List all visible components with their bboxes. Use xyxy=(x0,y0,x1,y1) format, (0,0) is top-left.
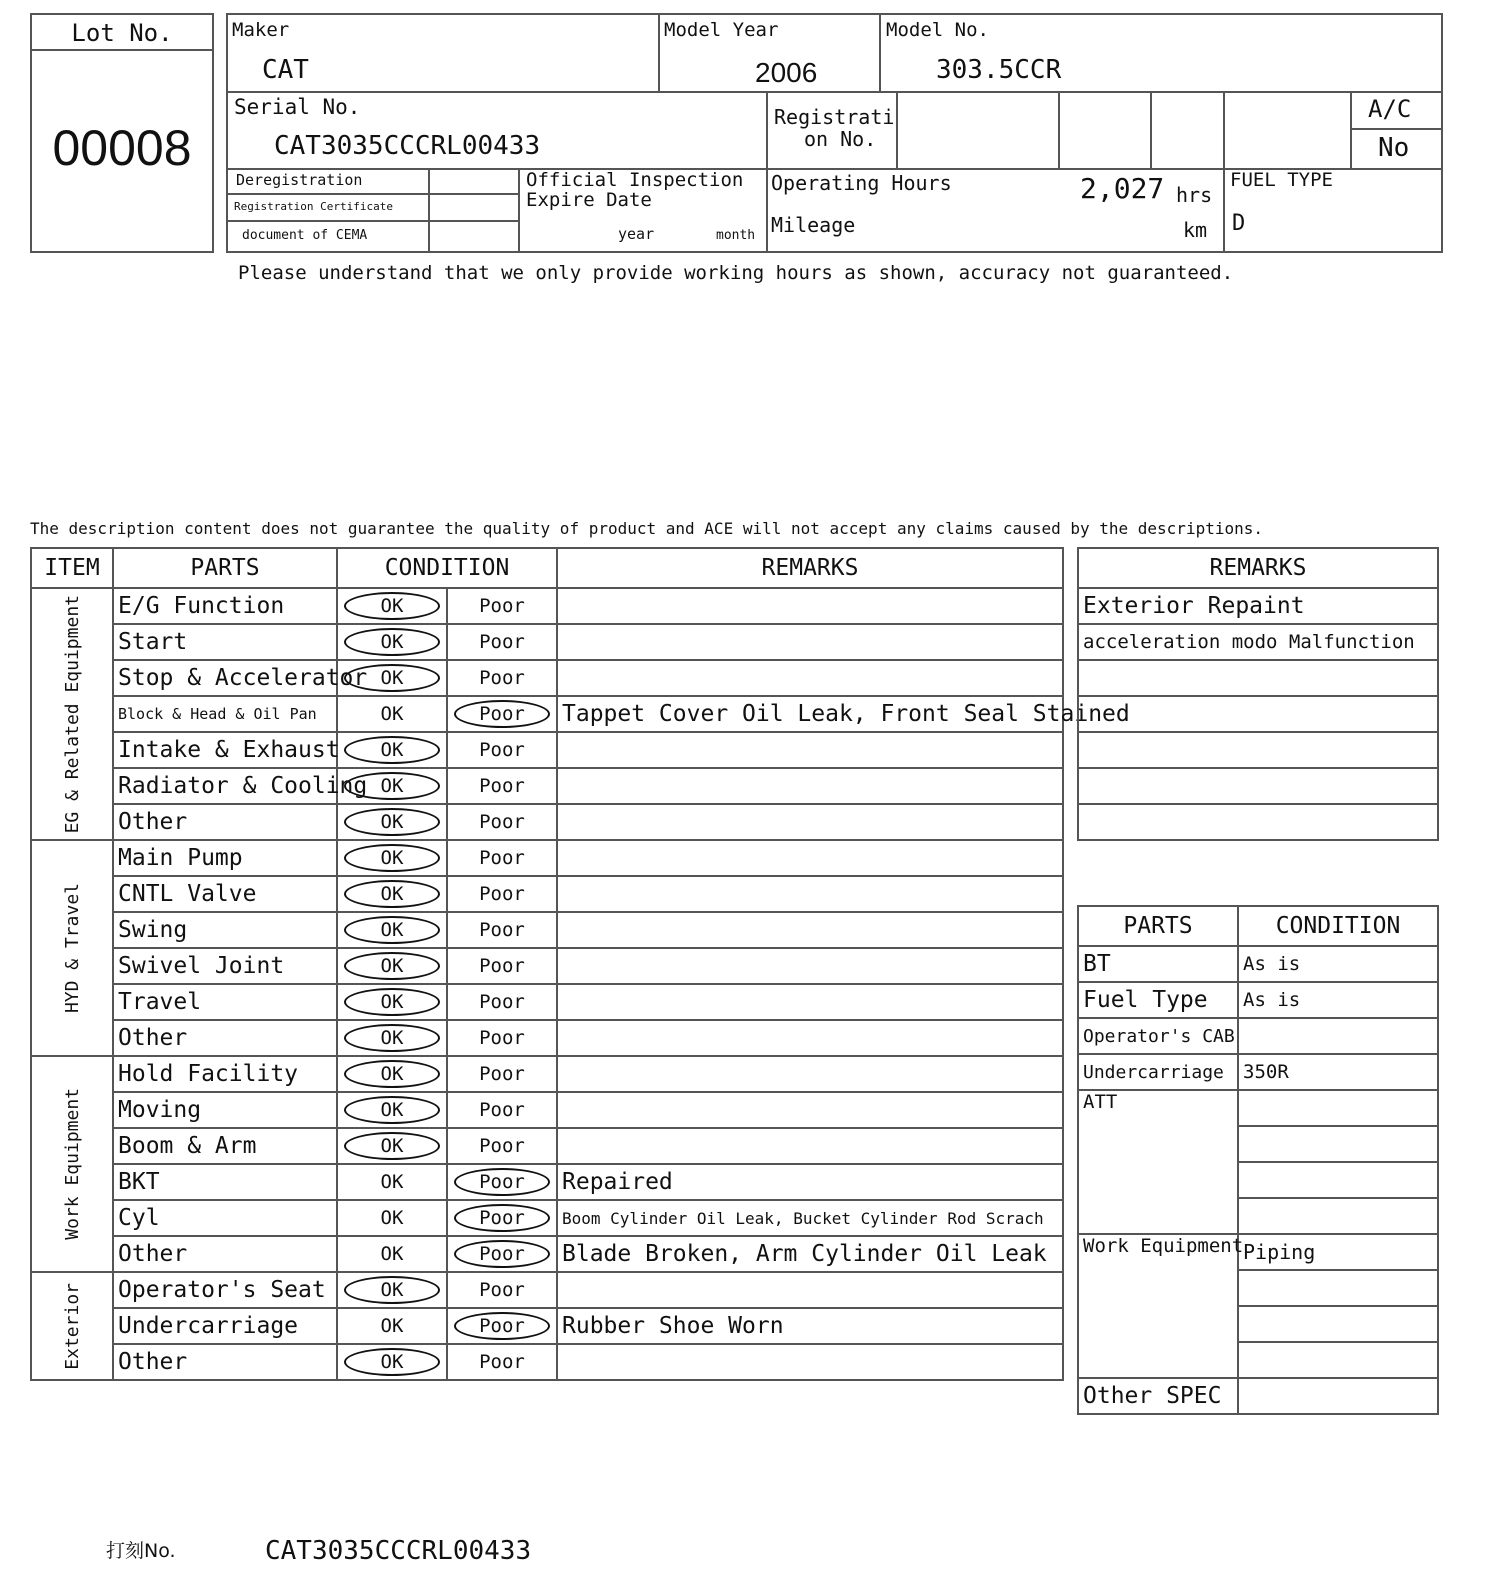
condition-ok[interactable] xyxy=(337,624,447,660)
registration-label-1: Registrati xyxy=(774,105,895,129)
remark-cell: Blade Broken, Arm Cylinder Oil Leak xyxy=(557,1236,1063,1272)
selected-circle-icon xyxy=(344,1276,440,1304)
condition-ok[interactable] xyxy=(337,948,447,984)
operating-hours-label: Operating Hours xyxy=(771,171,952,195)
year-label: year xyxy=(618,225,655,243)
item-group-3 xyxy=(31,1272,113,1380)
selected-circle-icon xyxy=(454,1204,550,1232)
condition-label: OK xyxy=(380,1027,404,1049)
model-year-value: 2006 xyxy=(755,57,818,88)
parts-col-condition: CONDITION xyxy=(1238,906,1438,946)
inspection-label-1: Official Inspection xyxy=(526,169,744,191)
condition-label: Poor xyxy=(479,1063,525,1085)
condition-ok[interactable] xyxy=(337,1344,447,1380)
vehicle-info-block xyxy=(226,13,1443,253)
part-name: Boom & Arm xyxy=(113,1128,337,1164)
remark-cell xyxy=(557,624,1063,660)
col-parts: PARTS xyxy=(113,548,337,588)
maker-value: CAT xyxy=(262,55,309,85)
selected-circle-icon xyxy=(454,1168,550,1196)
registration-label-2: on No. xyxy=(804,127,877,151)
lot-label: Lot No. xyxy=(71,19,173,47)
other-spec-label: Other SPEC xyxy=(1078,1378,1238,1414)
part-name: Radiator & Cooling xyxy=(113,768,337,804)
col-item: ITEM xyxy=(31,548,113,588)
att-value xyxy=(1238,1090,1438,1126)
condition-ok[interactable] xyxy=(337,1020,447,1056)
parts-condition-value: As is xyxy=(1238,946,1438,982)
remark-cell xyxy=(557,732,1063,768)
col-condition: CONDITION xyxy=(337,548,557,588)
condition-label: Poor xyxy=(479,703,525,725)
condition-label: OK xyxy=(380,739,404,761)
lot-number: 00008 xyxy=(52,120,192,176)
inspection-row xyxy=(31,804,1063,840)
condition-poor[interactable] xyxy=(447,624,557,660)
work-equipment-value xyxy=(1238,1270,1438,1306)
part-name: Hold Facility xyxy=(113,1056,337,1092)
condition-label: Poor xyxy=(479,955,525,977)
ac-label: A/C xyxy=(1368,95,1412,123)
remark-cell xyxy=(557,588,1063,624)
side-remark-row xyxy=(1078,768,1438,804)
part-name: Moving xyxy=(113,1092,337,1128)
condition-poor[interactable] xyxy=(447,696,557,732)
condition-label: Poor xyxy=(479,811,525,833)
model-no-value: 303.5CCR xyxy=(936,55,1062,85)
condition-label: OK xyxy=(380,1063,404,1085)
selected-circle-icon xyxy=(344,988,440,1016)
inspection-row xyxy=(31,876,1063,912)
side-remark-row xyxy=(1078,732,1438,768)
inspection-row xyxy=(31,1200,1063,1236)
att-value xyxy=(1238,1126,1438,1162)
part-name: Other xyxy=(113,1236,337,1272)
remark-cell xyxy=(557,876,1063,912)
work-equipment-value xyxy=(1238,1342,1438,1378)
part-name: Cyl xyxy=(113,1200,337,1236)
inspection-row xyxy=(31,1128,1063,1164)
lot-box xyxy=(30,13,214,253)
condition-poor[interactable] xyxy=(447,984,557,1020)
condition-label: Poor xyxy=(479,1207,525,1229)
condition-label: Poor xyxy=(479,1171,525,1193)
inspection-row xyxy=(31,768,1063,804)
part-name: Operator's Seat xyxy=(113,1272,337,1308)
remark-cell xyxy=(557,1092,1063,1128)
condition-label: Poor xyxy=(479,919,525,941)
condition-poor[interactable] xyxy=(447,1272,557,1308)
condition-ok[interactable] xyxy=(337,876,447,912)
condition-ok[interactable] xyxy=(337,1164,447,1200)
parts-condition-value: As is xyxy=(1238,982,1438,1018)
item-group-label: EG & Related Equipment xyxy=(61,594,83,834)
condition-poor[interactable] xyxy=(447,804,557,840)
condition-label: Poor xyxy=(479,1135,525,1157)
inspection-row xyxy=(31,1272,1063,1308)
side-remark-row: acceleration modo Malfunction xyxy=(1078,624,1438,660)
condition-poor[interactable] xyxy=(447,1308,557,1344)
selected-circle-icon xyxy=(344,628,440,656)
remark-cell xyxy=(557,1020,1063,1056)
remark-cell xyxy=(557,840,1063,876)
col-remarks: REMARKS xyxy=(557,548,1063,588)
deregistration-label: Deregistration xyxy=(236,171,363,189)
condition-label: Poor xyxy=(479,595,525,617)
condition-label: Poor xyxy=(479,739,525,761)
stamp-label: 打刻No. xyxy=(106,1540,176,1562)
parts-condition-value xyxy=(1238,1018,1438,1054)
condition-label: OK xyxy=(380,775,404,797)
condition-poor[interactable] xyxy=(447,1200,557,1236)
condition-poor[interactable] xyxy=(447,588,557,624)
selected-circle-icon xyxy=(344,1348,440,1376)
inspection-row xyxy=(31,948,1063,984)
remark-cell xyxy=(557,660,1063,696)
remark-cell xyxy=(557,804,1063,840)
condition-poor[interactable] xyxy=(447,1236,557,1272)
inspection-row xyxy=(31,1344,1063,1380)
condition-ok[interactable] xyxy=(337,768,447,804)
item-group-2 xyxy=(31,1056,113,1272)
part-name: Other xyxy=(113,804,337,840)
work-equipment-value: Piping xyxy=(1238,1234,1438,1270)
condition-label: Poor xyxy=(479,775,525,797)
part-name: Block & Head & Oil Pan xyxy=(113,696,337,732)
inspection-row xyxy=(31,660,1063,696)
remark-cell xyxy=(557,984,1063,1020)
selected-circle-icon xyxy=(344,592,440,620)
condition-label: OK xyxy=(380,1243,404,1265)
condition-poor[interactable] xyxy=(447,1128,557,1164)
remark-cell xyxy=(557,1056,1063,1092)
condition-ok[interactable] xyxy=(337,1272,447,1308)
att-value xyxy=(1238,1198,1438,1234)
part-name: Other xyxy=(113,1020,337,1056)
parts-condition-value: 350R xyxy=(1238,1054,1438,1090)
condition-ok[interactable] xyxy=(337,588,447,624)
condition-label: Poor xyxy=(479,1315,525,1337)
side-remarks-header: REMARKS xyxy=(1078,548,1438,588)
month-label: month xyxy=(716,228,756,243)
serial-label: Serial No. xyxy=(234,95,361,119)
parts-name: Operator's CAB xyxy=(1078,1018,1238,1054)
condition-poor[interactable] xyxy=(447,732,557,768)
condition-poor[interactable] xyxy=(447,1164,557,1200)
part-name: BKT xyxy=(113,1164,337,1200)
selected-circle-icon xyxy=(344,772,440,800)
remark-cell: Repaired xyxy=(557,1164,1063,1200)
condition-label: OK xyxy=(380,1351,404,1373)
parts-col-parts: PARTS xyxy=(1078,906,1238,946)
item-group-label: HYD & Travel xyxy=(61,882,83,1014)
selected-circle-icon xyxy=(454,1312,550,1340)
item-group-label: Work Equipment xyxy=(61,1088,83,1240)
fuel-type-label: FUEL TYPE xyxy=(1230,169,1333,191)
stamp-value: CAT3035CCCRL00433 xyxy=(265,1536,532,1566)
condition-poor[interactable] xyxy=(447,660,557,696)
inspection-row xyxy=(31,696,1063,732)
selected-circle-icon xyxy=(344,916,440,944)
condition-label: Poor xyxy=(479,667,525,689)
registration-certificate-label: Registration Certificate xyxy=(234,200,393,213)
item-group-0 xyxy=(31,588,113,840)
selected-circle-icon xyxy=(344,1060,440,1088)
part-name: Undercarriage xyxy=(113,1308,337,1344)
mileage-label: Mileage xyxy=(771,213,856,237)
part-name: Other xyxy=(113,1344,337,1380)
condition-poor[interactable] xyxy=(447,768,557,804)
inspection-row xyxy=(31,1164,1063,1200)
part-name: Swivel Joint xyxy=(113,948,337,984)
condition-label: OK xyxy=(380,703,404,725)
operating-hours-value: 2,027 xyxy=(1080,172,1165,205)
condition-poor[interactable] xyxy=(447,948,557,984)
serial-value: CAT3035CCCRL00433 xyxy=(274,131,541,161)
att-value xyxy=(1238,1162,1438,1198)
condition-ok[interactable] xyxy=(337,1308,447,1344)
part-name: Intake & Exhaust xyxy=(113,732,337,768)
selected-circle-icon xyxy=(344,844,440,872)
part-name: CNTL Valve xyxy=(113,876,337,912)
part-name: Start xyxy=(113,624,337,660)
condition-poor[interactable] xyxy=(447,1020,557,1056)
condition-label: Poor xyxy=(479,631,525,653)
condition-ok[interactable] xyxy=(337,804,447,840)
hours-notice: Please understand that we only provide working hours as shown, accuracy not guaranteed. xyxy=(238,262,1234,284)
condition-label: OK xyxy=(380,811,404,833)
condition-label: Poor xyxy=(479,991,525,1013)
model-no-label: Model No. xyxy=(886,19,989,41)
remark-cell xyxy=(557,768,1063,804)
remark-cell xyxy=(557,912,1063,948)
condition-label: OK xyxy=(380,1171,404,1193)
selected-circle-icon xyxy=(344,1096,440,1124)
part-name: Stop & Accelerator xyxy=(113,660,337,696)
condition-ok[interactable] xyxy=(337,1092,447,1128)
selected-circle-icon xyxy=(344,664,440,692)
selected-circle-icon xyxy=(454,700,550,728)
condition-label: Poor xyxy=(479,883,525,905)
inspection-row xyxy=(31,1056,1063,1092)
parts-name: Undercarriage xyxy=(1078,1054,1238,1090)
inspection-row xyxy=(31,840,1063,876)
selected-circle-icon xyxy=(344,808,440,836)
side-remark-row xyxy=(1078,696,1438,732)
part-name: Main Pump xyxy=(113,840,337,876)
cema-label: document of CEMA xyxy=(242,228,368,243)
fuel-type-value: D xyxy=(1232,211,1246,236)
condition-ok[interactable] xyxy=(337,1056,447,1092)
inspection-row xyxy=(31,912,1063,948)
condition-label: OK xyxy=(380,631,404,653)
att-label: ATT xyxy=(1078,1090,1238,1234)
condition-label: Poor xyxy=(479,847,525,869)
selected-circle-icon xyxy=(454,1240,550,1268)
condition-label: Poor xyxy=(479,1351,525,1373)
item-group-label: Exterior xyxy=(61,1282,83,1370)
condition-label: OK xyxy=(380,847,404,869)
km-unit: km xyxy=(1183,218,1208,242)
condition-ok[interactable] xyxy=(337,984,447,1020)
maker-label: Maker xyxy=(232,19,290,41)
selected-circle-icon xyxy=(344,880,440,908)
side-remark-row xyxy=(1078,660,1438,696)
condition-ok[interactable] xyxy=(337,660,447,696)
condition-ok[interactable] xyxy=(337,732,447,768)
condition-label: Poor xyxy=(479,1099,525,1121)
inspection-row xyxy=(31,1308,1063,1344)
model-year-label: Model Year xyxy=(664,19,779,41)
condition-ok[interactable] xyxy=(337,1236,447,1272)
side-remark-row: Exterior Repaint xyxy=(1078,588,1438,624)
condition-label: OK xyxy=(380,991,404,1013)
work-equipment-label: Work Equipment xyxy=(1078,1234,1238,1378)
inspection-row xyxy=(31,732,1063,768)
selected-circle-icon xyxy=(344,1024,440,1052)
inspection-label-2: Expire Date xyxy=(526,189,652,211)
condition-label: OK xyxy=(380,1279,404,1301)
selected-circle-icon xyxy=(344,1132,440,1160)
selected-circle-icon xyxy=(344,736,440,764)
parts-name: Fuel Type xyxy=(1078,982,1238,1018)
selected-circle-icon xyxy=(344,952,440,980)
ac-value: No xyxy=(1378,133,1410,163)
part-name: Swing xyxy=(113,912,337,948)
inspection-row xyxy=(31,1236,1063,1272)
condition-poor[interactable] xyxy=(447,1056,557,1092)
condition-ok[interactable] xyxy=(337,840,447,876)
condition-ok[interactable] xyxy=(337,1200,447,1236)
inspection-row xyxy=(31,588,1063,624)
description-notice: The description content does not guarantee the quality of product and ACE will not accept any claims caused by the descriptions. xyxy=(30,519,1263,538)
remark-cell xyxy=(557,1272,1063,1308)
remark-cell xyxy=(557,1344,1063,1380)
condition-label: OK xyxy=(380,955,404,977)
condition-poor[interactable] xyxy=(447,912,557,948)
condition-label: OK xyxy=(380,667,404,689)
work-equipment-value xyxy=(1238,1306,1438,1342)
part-name: E/G Function xyxy=(113,588,337,624)
part-name: Travel xyxy=(113,984,337,1020)
side-remarks-table xyxy=(1077,547,1439,841)
remark-cell: Rubber Shoe Worn xyxy=(557,1308,1063,1344)
condition-poor[interactable] xyxy=(447,840,557,876)
condition-label: OK xyxy=(380,883,404,905)
remark-cell xyxy=(557,948,1063,984)
condition-poor[interactable] xyxy=(447,1344,557,1380)
condition-ok[interactable] xyxy=(337,696,447,732)
parts-condition-table xyxy=(1077,905,1439,1415)
condition-label: Poor xyxy=(479,1279,525,1301)
condition-label: OK xyxy=(380,1135,404,1157)
condition-label: OK xyxy=(380,919,404,941)
other-spec-value xyxy=(1238,1378,1438,1414)
remark-cell xyxy=(557,1128,1063,1164)
remark-cell: Tappet Cover Oil Leak, Front Seal Stained xyxy=(557,696,1063,732)
condition-label: OK xyxy=(380,1315,404,1337)
hrs-unit: hrs xyxy=(1176,183,1213,207)
condition-label: Poor xyxy=(479,1243,525,1265)
condition-label: OK xyxy=(380,1207,404,1229)
inspection-row xyxy=(31,1092,1063,1128)
condition-label: OK xyxy=(380,1099,404,1121)
inspection-row xyxy=(31,984,1063,1020)
parts-name: BT xyxy=(1078,946,1238,982)
condition-poor[interactable] xyxy=(447,1092,557,1128)
condition-label: Poor xyxy=(479,1027,525,1049)
condition-poor[interactable] xyxy=(447,876,557,912)
inspection-row xyxy=(31,1020,1063,1056)
remark-cell: Boom Cylinder Oil Leak, Bucket Cylinder Rod Scrach xyxy=(557,1200,1063,1236)
condition-label: OK xyxy=(380,595,404,617)
side-remark-row xyxy=(1078,804,1438,840)
condition-ok[interactable] xyxy=(337,1128,447,1164)
inspection-row xyxy=(31,624,1063,660)
condition-ok[interactable] xyxy=(337,912,447,948)
item-group-1 xyxy=(31,840,113,1056)
